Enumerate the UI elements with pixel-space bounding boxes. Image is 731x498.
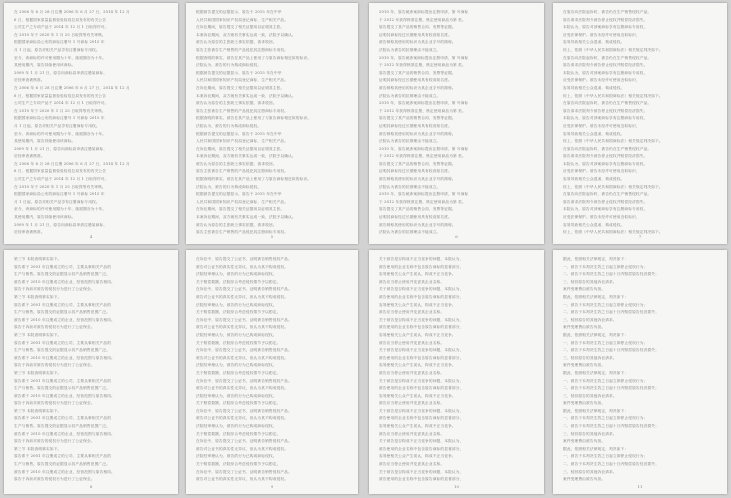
text-line: 在原告向法院起诉时，被告仍在生产销售侵权产品。 [563,101,652,106]
text-line: 被告认为原告的主张缺乏事实依据，请求驳回。 [196,101,277,106]
text-line: 在 2010 年于 2020 年 1 月 25 日取得等有关审核。 [14,32,106,37]
text-line: 原告于诉前对被告的侵权行为进行了公证保全。 [14,401,95,406]
text-line: 被告系于 2010 年注册成立的企业，经营范围与原告相同。 [14,317,115,322]
text-line: 一、被告于本判决生效之日起立即停止侵权行为； [563,340,648,345]
text-line: 据此，依照相关法律规定，判决如下： [563,332,629,337]
text-line: 本案诉讼期间，双方就有关事实达成一致，法院予以确认。 [196,215,296,220]
text-line: 应受法律保护。被告未经许可使用近似标识， [563,32,640,37]
document-page [4,250,178,494]
text-line: 2010 年，原告就涉案商标提出注册申请，第 号商标 [379,101,469,106]
page-number: 6 [455,234,458,239]
text-line: 案件受理费由被告负担。 [563,325,606,330]
text-line: 被告辩称其使用的标识为其企业字号的简称。 [379,177,456,182]
document-page [553,3,727,244]
text-line: 被告使用的企业名称中包含原告商标的显著部分， [379,446,464,451]
text-line: 关于赔偿数额，法院综合考虑侵权情节予以酌定。 [196,462,281,467]
text-line: 人民共和国国家知识产权局登记商标，生产相关产品。 [196,199,289,204]
text-line: 原告系于 2001 年注册成立的公司，主要从事相关产品的 [14,340,112,345]
text-line: 容易导致相关公众混淆，构成侵权。 [563,40,625,45]
text-line: 2009 年 1 月 21 日，原告向商标局申请注册某商标， [14,70,108,75]
text-line: 原告提交了其产品的销售合同、发票等证据。 [379,70,456,75]
text-line: 法院经审理认为，被告的行为已构成商标侵权。 [196,454,277,459]
text-line: 在 2006 年 6 月 28 日注册 2006 年 6 月 27 日，2014 年 12 月 [14,161,130,166]
text-line: 于 2012 年获得核准注册，核定使用商品为第 类。 [379,17,466,22]
text-line: 关于被告是否构成不正当竞争的问题，本院认为， [379,469,464,474]
text-line: 本院认为，原告对涉案商标享有注册商标专用权， [563,25,648,30]
text-line: 三、驳回原告的其他诉讼请求。 [563,393,617,398]
text-line: 被告对公证书的真实性无异议，但认为其不构成侵权。 [196,355,289,360]
text-line: 原告主张被告生产销售的产品侵犯其注册商标专用权。 [196,230,289,235]
page-number: 10 [453,484,460,489]
text-line: 根据被告提交的证据显示，原告于 2015 年在中华 [196,131,282,136]
text-line: 法院认为，被告的行为构成商标侵权。 [196,123,262,128]
text-line: 公司生产之专项产品于 2014 年 12 月 1 日取得许可。 [14,177,109,182]
text-line: 2010 年，原告就涉案商标提出注册申请，第 号商标 [379,55,469,60]
text-line: 原告系于 2001 年注册成立的公司，主要从事相关产品的 [14,264,112,269]
text-line: 在诉讼期间，原告提交了相关证据用以证明其主张。 [196,85,285,90]
text-line: 关于赔偿数额，法院综合考虑侵权情节予以酌定。 [196,310,281,315]
text-line: 应受法律保护。被告未经许可使用近似标识， [563,169,640,174]
text-line: 被告应当停止使用并变更其企业名称。 [379,279,445,284]
text-line: 公司生产之专项产品于 2014 年 12 月 1 日取得许可。 [14,25,109,30]
text-line: 原告提交了其产品的销售合同、发票等证据。 [379,161,456,166]
text-line: 三、驳回原告的其他诉讼请求。 [563,431,617,436]
text-line: 据此，依照相关法律规定，判决如下： [563,408,629,413]
text-line: 被告对公证书的真实性无异议，但认为其不构成侵权。 [196,386,289,391]
text-line: 法院经审理认为，被告的行为已构成商标侵权。 [196,332,277,337]
text-line: 原告系于 2001 年注册成立的公司，主要从事相关产品的 [14,454,112,459]
text-line: 2010 年，原告就涉案商标提出注册申请，第 号商标 [379,192,469,197]
text-line: 被告应当停止使用并变更其企业名称。 [379,310,445,315]
text-line: 在诉讼期间，原告提交了相关证据用以证明其主张。 [196,25,285,30]
text-line: 被告应当停止使用并变更其企业名称。 [379,340,445,345]
text-line: 根据被告提交的证据显示，原告于 2015 年在中华 [196,192,282,197]
text-line: 至今，该商标的许可使用期为十年，续展期亦为十年。 [14,131,107,136]
text-line: 案件受理费由被告负担。 [563,439,606,444]
text-line: 案件受理费由被告负担。 [563,287,606,292]
text-line: 根据被告提交的证据显示，原告于 2015 年在中华 [196,70,282,75]
text-line: 在 2010 年于 2020 年 1 月 25 日取得等有关审核。 [14,184,106,189]
text-line: 原告于诉前对被告的侵权行为进行了公证保全。 [14,439,95,444]
text-line: 被告系于 2010 年注册成立的企业，经营范围与原告相同。 [14,279,115,284]
text-line: 在 2006 年 6 月 28 日注册 2006 年 6 月 27 日，2014 年 12 月 [14,85,130,90]
text-line: 被告辩称其使用的标识为其企业字号的简称。 [379,85,456,90]
text-line: 在诉讼中，原告提交了公证书，证明被告销售侵权产品。 [196,378,292,383]
text-line: 被告应当停止使用并变更其企业名称。 [379,401,445,406]
text-line: 原告请求法院判令被告停止侵权并赔偿经济损失。 [563,154,648,159]
text-line: 在诉讼中，原告提交了公证书，证明被告销售侵权产品。 [196,257,292,261]
text-line: 案件受理费由被告负担。 [563,477,606,482]
text-line: 原告提交了其产品的销售合同、发票等证据。 [379,207,456,212]
document-page [553,250,727,494]
text-line: 在诉讼中，原告提交了公证书，证明被告销售侵权产品。 [196,348,292,353]
text-line: 原告请求法院判令被告停止侵权并赔偿经济损失。 [563,199,648,204]
text-line: 二、被告于本判决生效之日起十日内赔偿原告经济损失； [563,386,659,391]
text-line: 原告系于 2001 年注册成立的公司，主要从事相关产品的 [14,416,112,421]
text-line: 在原告向法院起诉时，被告仍在生产销售侵权产品。 [563,146,652,151]
text-line: 容易使相关公众产生误认，构成不正当竞争。 [379,332,456,337]
text-line: 生产与销售。原告提交的证据显示其产品销售范围广泛。 [14,424,110,429]
text-line: 被告辩称其使用的标识为其企业字号的简称。 [379,222,456,227]
text-line: 第三节 本院查明事实如下。 [14,294,62,299]
text-line: 二、被告于本判决生效之日起十日内赔偿原告经济损失； [563,424,659,429]
text-line: 关于赔偿数额，法院综合考虑侵权情节予以酌定。 [196,401,281,406]
text-line: 关于被告是否构成不正当竞争的问题，本院认为， [379,378,464,383]
text-line: 被告对公证书的真实性无异议，但认为其不构成侵权。 [196,446,289,451]
text-line: 法院认为，被告的行为构成商标侵权。 [196,184,262,189]
text-line: 在诉讼中，原告提交了公证书，证明被告销售侵权产品。 [196,317,292,322]
text-line: 第三节 本院查明事实如下。 [14,370,62,375]
text-line: 被告辩称其使用的标识为其企业字号的简称。 [379,131,456,136]
text-line: 据此，依照相关法律规定，判决如下： [563,294,629,299]
text-line: 一、被告于本判决生效之日起立即停止侵权行为； [563,416,648,421]
text-line: 被告认为原告的主张缺乏事实依据，请求驳回。 [196,40,277,45]
page-number: 7 [638,234,642,239]
text-line: 在诉讼期间，原告提交了相关证据用以证明其主张。 [196,146,285,151]
text-line: 据此，依照相关法律规定，判决如下： [563,257,629,261]
text-line: 证明其商标经过长期使用具有较高知名度。 [379,32,452,37]
text-line: 根据国家商标局公布的商标注册号 1 号商标 2015 年 [14,116,105,121]
text-line: 根据查明的事实，被告在其产品上使用了与原告商标相近似的标识。 [196,116,312,121]
text-line: 本案诉讼期间，双方就有关事实达成一致，法院予以确认。 [196,154,296,159]
text-line: 人民共和国国家知识产权局登记商标，生产相关产品。 [196,17,289,22]
text-line: 被告使用的企业名称中包含原告商标的显著部分， [379,294,464,299]
text-line: 被告对公证书的真实性无异议，但认为其不构成侵权。 [196,416,289,421]
text-line: 被告使用的企业名称中包含原告商标的显著部分， [379,264,464,269]
text-line: 在原告向法院起诉时，被告仍在生产销售侵权产品。 [563,55,652,60]
text-line: 三、驳回原告的其他诉讼请求。 [563,317,617,322]
text-line: 在诉讼中，原告提交了公证书，证明被告销售侵权产品。 [196,408,292,413]
text-line: 第三节 本院查明事实如下。 [14,446,62,451]
text-line: 关于被告是否构成不正当竞争的问题，本院认为， [379,348,464,353]
text-line: 生产与销售。原告提交的证据显示其产品销售范围广泛。 [14,272,110,277]
text-line: 人民共和国国家知识产权局登记商标，生产相关产品。 [196,139,289,144]
text-line: 容易导致相关公众混淆，构成侵权。 [563,131,625,136]
text-line: 被告对公证书的真实性无异议，但认为其不构成侵权。 [196,477,289,482]
text-line: 本院认为，原告对涉案商标享有注册商标专用权， [563,116,648,121]
page-number: 9 [270,484,274,489]
text-line: 案件受理费由被告负担。 [563,401,606,406]
document-page [186,250,358,494]
text-line: 三、驳回原告的其他诉讼请求。 [563,279,617,284]
text-line: 三、驳回原告的其他诉讼请求。 [563,355,617,360]
text-line: 原告系于 2001 年注册成立的公司，主要从事相关产品的 [14,378,112,383]
text-line: 法院认为被告的抗辩理由不能成立。 [379,139,441,144]
text-line: 应受法律保护。被告未经许可使用近似标识， [563,78,640,83]
text-line: 至今，该商标的许可使用期为十年，续展期亦为十年。 [14,207,107,212]
text-line: 应受法律保护。被告未经许可使用近似标识， [563,123,640,128]
text-line: 容易使相关公众产生误认，构成不正当竞争。 [379,272,456,277]
text-line: 法院经审理认为，被告的行为已构成商标侵权。 [196,393,277,398]
text-line: 至今，该商标的许可使用期为十年，续展期亦为十年。 [14,55,107,60]
text-line: 被告应当停止使用并变更其企业名称。 [379,462,445,467]
text-line: 被告认为原告的主张缺乏事实依据，请求驳回。 [196,222,277,227]
text-line: 法院认为被告的抗辩理由不能成立。 [379,184,441,189]
text-line: 被告对公证书的真实性无异议，但认为其不构成侵权。 [196,325,289,330]
text-line: 据此，依照相关法律规定，判决如下： [563,370,629,375]
text-line: 原告系于 2001 年注册成立的公司，主要从事相关产品的 [14,302,112,307]
text-line: 第三节 本院查明事实如下。 [14,332,62,337]
text-line: 生产与销售。原告提交的证据显示其产品销售范围广泛。 [14,310,110,315]
text-line: 月 1 日起，原告对相关产品享有注册商标专用权。 [14,123,100,128]
text-line: 容易使相关公众产生误认，构成不正当竞争。 [379,302,456,307]
text-line: 容易使相关公众产生误认，构成不正当竞争。 [379,424,456,429]
text-line: 在诉讼中，原告提交了公证书，证明被告销售侵权产品。 [196,439,292,444]
text-line: 6 日，根据国家质量监督检验检疫总局发布的有关公告 [14,17,107,22]
text-line: 二、被告于本判决生效之日起十日内赔偿原告经济损失； [563,462,659,467]
document-page [186,3,358,244]
text-line: 二、被告于本判决生效之日起十日内赔偿原告经济损失； [563,272,659,277]
text-line: 月 1 日起，原告对相关产品享有注册商标专用权。 [14,199,100,204]
text-line: 证明其商标经过长期使用具有较高知名度。 [379,169,452,174]
text-line: 6 日，根据国家质量监督检验检疫总局发布的有关公告 [14,93,107,98]
text-line: 在原告向法院起诉时，被告仍在生产销售侵权产品。 [563,192,652,197]
text-line: 证明其商标经过长期使用具有较高知名度。 [379,123,452,128]
text-line: 后经审查被核准。 [14,78,45,83]
text-line: 一、被告于本判决生效之日起立即停止侵权行为； [563,302,648,307]
text-line: 于 2012 年获得核准注册，核定使用商品为第 类。 [379,108,466,113]
text-line: 关于赔偿数额，法院综合考虑侵权情节予以酌定。 [196,370,281,375]
text-line: 生产与销售。原告提交的证据显示其产品销售范围广泛。 [14,348,110,353]
text-line: 原告于诉前对被告的侵权行为进行了公证保全。 [14,325,95,330]
text-line: 容易使相关公众产生误认，构成不正当竞争。 [379,454,456,459]
text-line: 证明其商标经过长期使用具有较高知名度。 [379,78,452,83]
text-line: 法院认为被告的抗辩理由不能成立。 [379,93,441,98]
text-line: 本案诉讼期间，双方就有关事实达成一致，法院予以确认。 [196,32,296,37]
text-line: 原告于诉前对被告的侵权行为进行了公证保全。 [14,477,95,482]
text-line: 关于被告是否构成不正当竞争的问题，本院认为， [379,287,464,292]
text-line: 案件受理费由被告负担。 [563,363,606,368]
text-line: 在诉讼中，原告提交了公证书，证明被告销售侵权产品。 [196,287,292,292]
text-line: 本案诉讼期间，双方就有关事实达成一致，法院予以确认。 [196,93,296,98]
text-line: 法院经审理认为，被告的行为已构成商标侵权。 [196,424,277,429]
text-line: 法院经审理认为，被告的行为已构成商标侵权。 [196,363,277,368]
text-line: 原告主张被告生产销售的产品侵犯其注册商标专用权。 [196,108,289,113]
text-line: 关于赔偿数额，法院综合考虑侵权情节予以酌定。 [196,279,281,284]
text-line: 根据被告提交的证据显示，原告于 2015 年在中华 [196,10,282,14]
text-line: 原告提交了其产品的销售合同、发票等证据。 [379,25,456,30]
text-line: 在诉讼期间，原告提交了相关证据用以证明其主张。 [196,207,285,212]
text-line: 公司生产之专项产品于 2014 年 12 月 1 日取得许可。 [14,101,109,106]
text-line: 二、被告于本判决生效之日起十日内赔偿原告经济损失； [563,310,659,315]
text-line: 根据国家商标局公布的商标注册号 1 号商标 2015 年 [14,40,105,45]
text-line: 人民共和国国家知识产权局登记商标，生产相关产品。 [196,78,289,83]
text-line: 综上，依照《中华人民共和国商标法》相关规定判决如下。 [563,93,663,98]
text-line: 在 2010 年于 2020 年 1 月 25 日取得等有关审核。 [14,108,106,113]
text-line: 被告系于 2010 年注册成立的企业，经营范围与原告相同。 [14,469,115,474]
text-line: 2009 年 1 月 21 日，原告向商标局申请注册某商标， [14,146,108,151]
text-line: 原告主张被告生产销售的产品侵犯其注册商标专用权。 [196,47,289,52]
text-line: 容易导致相关公众混淆，构成侵权。 [563,85,625,90]
text-line: 其使用期内，原告持续使用该商标。 [14,215,76,220]
text-line: 三、驳回原告的其他诉讼请求。 [563,469,617,474]
text-line: 据此，依照相关法律规定，判决如下： [563,446,629,451]
page-number: 5 [270,234,274,239]
text-line: 法院认为，被告的行为构成商标侵权。 [196,63,262,68]
text-line: 原告提交了其产品的销售合同、发票等证据。 [379,116,456,121]
text-line: 法院认为被告的抗辩理由不能成立。 [379,47,441,52]
text-line: 综上，依照《中华人民共和国商标法》相关规定判决如下。 [563,184,663,189]
text-line: 被告使用的企业名称中包含原告商标的显著部分， [379,386,464,391]
text-line: 原告请求法院判令被告停止侵权并赔偿经济损失。 [563,63,648,68]
text-line: 关于赔偿数额，法院综合考虑侵权情节予以酌定。 [196,340,281,345]
text-line: 法院认为被告的抗辩理由不能成立。 [379,230,441,235]
text-line: 被告使用的企业名称中包含原告商标的显著部分， [379,416,464,421]
text-line: 在原告向法院起诉时，被告仍在生产销售侵权产品。 [563,10,652,14]
text-line: 生产与销售。原告提交的证据显示其产品销售范围广泛。 [14,386,110,391]
text-line: 被告应当停止使用并变更其企业名称。 [379,370,445,375]
text-line: 于 2012 年获得核准注册，核定使用商品为第 类。 [379,199,466,204]
text-line: 在诉讼中，原告提交了公证书，证明被告销售侵权产品。 [196,469,292,474]
text-line: 被告使用的企业名称中包含原告商标的显著部分， [379,355,464,360]
document-page [369,3,544,244]
text-line: 于 2012 年获得核准注册，核定使用商品为第 类。 [379,154,466,159]
text-line: 本院认为，原告对涉案商标享有注册商标专用权， [563,161,648,166]
page-number: 8 [89,484,93,489]
text-line: 被告系于 2010 年注册成立的企业，经营范围与原告相同。 [14,431,115,436]
text-line: 根据国家商标局公布的商标注册号 1 号商标 2015 年 [14,192,105,197]
text-line: 本院认为，原告对涉案商标享有注册商标专用权， [563,207,648,212]
text-line: 被告应当停止使用并变更其企业名称。 [379,431,445,436]
text-line: 原告于诉前对被告的侵权行为进行了公证保全。 [14,363,95,368]
text-line: 后经审查被核准。 [14,154,45,159]
text-line: 被告对公证书的真实性无异议，但认为其不构成侵权。 [196,294,289,299]
text-line: 关于被告是否构成不正当竞争的问题，本院认为， [379,317,464,322]
text-line: 关于被告是否构成不正当竞争的问题，本院认为， [379,408,464,413]
text-line: 应受法律保护。被告未经许可使用近似标识， [563,215,640,220]
text-line: 第三节 本院查明事实如下。 [14,257,62,261]
text-line: 证明其商标经过长期使用具有较高知名度。 [379,215,452,220]
text-line: 二、被告于本判决生效之日起十日内赔偿原告经济损失； [563,348,659,353]
text-line: 被告使用的企业名称中包含原告商标的显著部分， [379,477,464,482]
text-line: 容易使相关公众产生误认，构成不正当竞争。 [379,393,456,398]
text-line: 被告使用的企业名称中包含原告商标的显著部分， [379,325,464,330]
text-line: 2009 年 1 月 21 日，原告向商标局申请注册某商标， [14,222,108,227]
text-line: 其使用期内，原告持续使用该商标。 [14,63,76,68]
text-line: 综上，依照《中华人民共和国商标法》相关规定判决如下。 [563,139,663,144]
text-line: 第三节 本院查明事实如下。 [14,408,62,413]
text-line: 综上，依照《中华人民共和国商标法》相关规定判决如下。 [563,47,663,52]
text-line: 根据查明的事实，被告在其产品上使用了与原告商标相近似的标识。 [196,55,312,60]
text-line: 被告认为原告的主张缺乏事实依据，请求驳回。 [196,161,277,166]
text-line: 被告系于 2010 年注册成立的企业，经营范围与原告相同。 [14,355,115,360]
text-line: 综上，依照《中华人民共和国商标法》相关规定判决如下。 [563,230,663,235]
text-line: 根据查明的事实，被告在其产品上使用了与原告商标相近似的标识。 [196,177,312,182]
text-line: 原告请求法院判令被告停止侵权并赔偿经济损失。 [563,17,648,22]
text-line: 一、被告于本判决生效之日起立即停止侵权行为； [563,378,648,383]
text-line: 关于被告是否构成不正当竞争的问题，本院认为， [379,257,464,261]
text-line: 后经审查被核准。 [14,230,45,235]
text-line: 一、被告于本判决生效之日起立即停止侵权行为； [563,264,648,269]
text-line: 关于赔偿数额，法院综合考虑侵权情节予以酌定。 [196,431,281,436]
page-number: 4 [89,234,93,239]
text-line: 2010 年，原告就涉案商标提出注册申请，第 号商标 [379,10,469,14]
text-line: 法院经审理认为，被告的行为已构成商标侵权。 [196,272,277,277]
document-page [369,250,544,494]
text-line: 在 2006 年 6 月 28 日注册 2006 年 6 月 27 日，2014 年 12 月 [14,10,130,14]
text-line: 容易导致相关公众混淆，构成侵权。 [563,177,625,182]
text-line: 本院认为，原告对涉案商标享有注册商标专用权， [563,70,648,75]
text-line: 一、被告于本判决生效之日起立即停止侵权行为； [563,454,648,459]
text-line: 关于被告是否构成不正当竞争的问题，本院认为， [379,439,464,444]
text-line: 其使用期内，原告持续使用该商标。 [14,139,76,144]
text-line: 于 2012 年获得核准注册，核定使用商品为第 类。 [379,63,466,68]
text-line: 被告对公证书的真实性无异议，但认为其不构成侵权。 [196,264,289,269]
text-line: 被告辩称其使用的标识为其企业字号的简称。 [379,40,456,45]
text-line: 6 日，根据国家质量监督检验检疫总局发布的有关公告 [14,169,107,174]
page-number: 11 [637,484,643,489]
text-line: 生产与销售。原告提交的证据显示其产品销售范围广泛。 [14,462,110,467]
text-line: 原告主张被告生产销售的产品侵犯其注册商标专用权。 [196,169,289,174]
text-line: 法院经审理认为，被告的行为已构成商标侵权。 [196,302,277,307]
text-line: 月 1 日起，原告对相关产品享有注册商标专用权。 [14,47,100,52]
text-line: 容易使相关公众产生误认，构成不正当竞争。 [379,363,456,368]
text-line: 2010 年，原告就涉案商标提出注册申请，第 号商标 [379,146,469,151]
text-line: 被告系于 2010 年注册成立的企业，经营范围与原告相同。 [14,393,115,398]
text-line: 原告于诉前对被告的侵权行为进行了公证保全。 [14,287,95,292]
text-line: 容易导致相关公众混淆，构成侵权。 [563,222,625,227]
text-line: 原告请求法院判令被告停止侵权并赔偿经济损失。 [563,108,648,113]
document-page [4,3,178,244]
